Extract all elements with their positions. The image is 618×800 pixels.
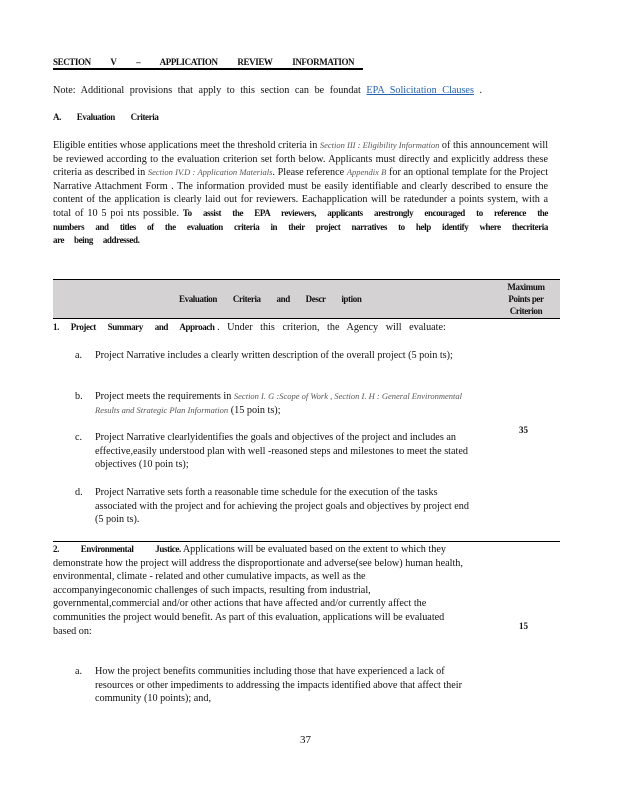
item-text: How the project benefits communities including those that have experienced a lack of resources or other impediments to addressing the impacts identified above that affect their community (10 points); and, [95,666,463,705]
table-row [53,543,560,725]
list-item [75,349,475,363]
table-header [53,279,560,319]
intro-text: for an optional template for the Project Narrative Attachment Form . The information provided must be easily identifiable and clearly described to ensure the content of the application is clearly laid out for reviewers. Eachapplication will be ratedunder a points system, with a total of 10 5 poi nts possible. [53,167,549,219]
note-text: Note: Additional provisions that apply to this section can be foundat [53,85,361,96]
intro-text: . Please reference [272,167,345,179]
item-text: (15 poin ts); [230,404,281,416]
list-item [75,390,475,417]
section-ref: Section III : Eligibility Information [319,140,440,150]
header-criteria: Evaluation Criteria and Descr iption [179,294,362,304]
list-item [75,665,475,706]
row-intro-text: . Under this criterion, the Agency will evaluate: [217,322,446,333]
item-text: Project Narrative clearlyidentifies the goals and objectives of the project and includes an effective,easily understood plan with well -reasoned steps and milestones to meet the stated objectives (10 poin ts); [95,432,468,471]
item-label: d. [75,487,83,498]
list-item [75,431,475,472]
intro-paragraph [53,139,548,248]
row-intro [53,321,483,335]
intro-bold-text: To assist the EPA reviewers, applicants arestrongly encouraged to reference the numbers and titles of the evaluation criteria in their project narratives to help identify where thecriteria are being addressed. [53,207,548,246]
header-points: Maximum Points per Criterion [507,282,545,316]
intro-text: Eligible entities whose applications meet the threshold criteria in [53,140,318,151]
list-item [75,486,475,527]
item-label: c. [75,432,83,443]
appendix-ref: Appendix B [346,167,387,178]
points-value: 35 [519,425,528,435]
note [53,85,482,96]
row-intro [53,543,463,638]
intro-text: of this announcement will be reviewed according to the evaluation criterion set forth below. Applicants must directly and explicitly address these criteria as described in [53,140,549,179]
item-text: Project meets the requirements in [95,391,232,402]
evaluation-criteria-table [53,279,560,725]
page-number: 37 [300,734,311,746]
row-title: 2. Environmental Justice. [53,544,181,554]
table-row [53,319,560,542]
item-label: b. [75,391,83,402]
row-title: 1. Project Summary and Approach [53,322,215,332]
points-value: 15 [519,621,528,631]
section-ref: Section IV.D : Application Materials [147,167,273,178]
item-label: a. [75,666,83,677]
section-heading: SECTION V – APPLICATION REVIEW INFORMATION [53,57,363,70]
row-intro-text: Applications will be evaluated based on the extent to which they demonstrate how the project will address the disproportionate and adverse(see below) human health, environmental, climate - related and other cumulative impacts, as well as the accompanyingeconomic challenges of such impacts, resulting from industrial, governmental,commercial and/or other actions that have affected and/or currently affect the communities the project would benefit. As part of this evaluation, applications will be evaluated based on: [53,544,463,637]
section-ref: Section I. G :Scope of Work , Section I. H : General Environmental Results and Strategic Plan Information [95,391,463,415]
subheading: A. Evaluation Criteria [53,112,159,122]
epa-solicitation-clauses-link[interactable]: EPA Solicitation Clauses [366,85,474,96]
item-text: Project Narrative includes a clearly written description of the overall project (5 poin ts); [95,350,453,361]
note-end: . [479,85,483,96]
item-text: Project Narrative sets forth a reasonable time schedule for the execution of the tasks associated with the project and for achieving the project goals and objectives by project end (5 poin ts). [95,487,469,526]
item-label: a. [75,350,83,361]
